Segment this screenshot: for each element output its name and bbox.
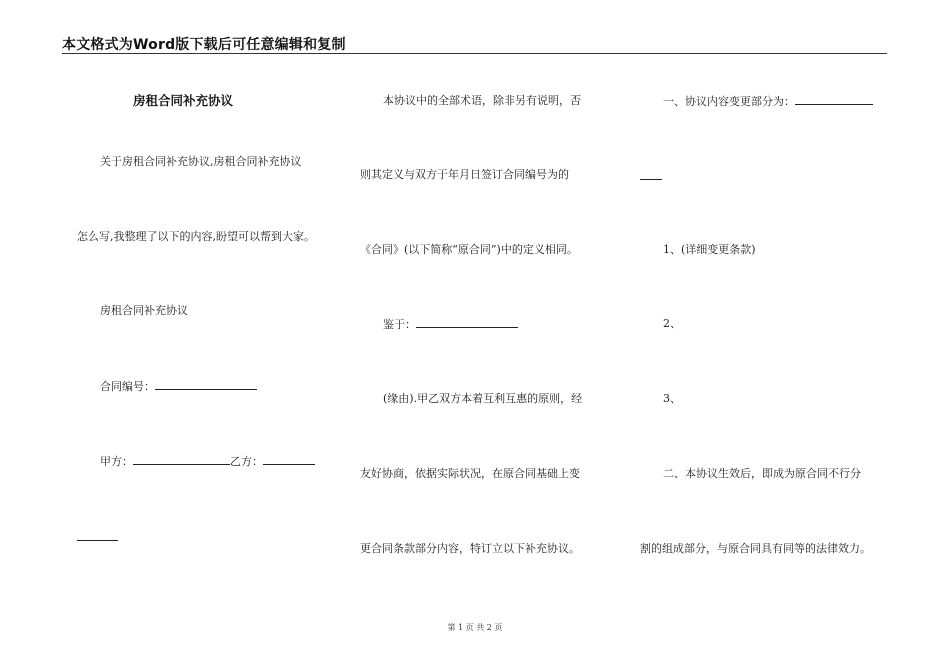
agreement-subtitle: 房租合同补充协议 (100, 304, 188, 317)
col2-line-1: 本协议中的全部术语，除非另有说明，否 (383, 94, 581, 107)
col2-line-3: 《合同》(以下简称“原合同”)中的定义相同。 (360, 243, 578, 256)
amendment-field[interactable] (795, 94, 873, 105)
amendment-field-continued[interactable] (640, 179, 662, 180)
parties-row (100, 454, 315, 469)
whereas-row (383, 317, 518, 332)
col2-line-6: 友好协商，依据实际状况，在原合同基础上变 (360, 467, 580, 480)
col2-line-5: (缘由).甲乙双方本着互利互惠的原则，经 (383, 392, 583, 405)
contract-number-row (100, 379, 257, 394)
effect-clause-line-2: 割的组成部分，与原合同具有同等的法律效力。 (640, 542, 871, 555)
intro-line-2: 怎么写,我整理了以下的内容,盼望可以帮到大家。 (77, 230, 315, 243)
contract-number-label: 合同编号： (100, 380, 155, 393)
col2-line-2: 则其定义与双方于年月日签订合同编号为的 (360, 168, 569, 181)
intro-line-1: 关于房租合同补充协议,房租合同补充协议 (100, 155, 302, 168)
document-header: 本文格式为Word版下载后可任意编辑和复制 (62, 37, 346, 53)
col2-line-7: 更合同条款部分内容，特订立以下补充协议。 (360, 542, 580, 555)
effect-clause-line-1: 二、本协议生效后，即成为原合同不行分 (663, 467, 861, 480)
header-divider (62, 53, 887, 54)
document-title: 房租合同补充协议 (133, 93, 234, 108)
amendment-label: 一、协议内容变更部分为： (663, 95, 795, 108)
party-a-label: 甲方： (100, 455, 133, 468)
clause-1: 1、(详细变更条款) (663, 243, 756, 256)
amendment-row (663, 94, 873, 109)
page-number: 第 1 页 共 2 页 (447, 623, 503, 632)
clause-3: 3、 (663, 392, 681, 405)
whereas-field[interactable] (416, 317, 518, 328)
whereas-label: 鉴于： (383, 318, 416, 331)
party-b-label: 乙方： (230, 455, 263, 468)
contract-number-field[interactable] (155, 379, 257, 390)
party-b-field-continued[interactable] (77, 540, 118, 541)
party-b-field[interactable] (263, 454, 315, 465)
party-a-field[interactable] (133, 454, 230, 465)
clause-2: 2、 (663, 317, 681, 330)
